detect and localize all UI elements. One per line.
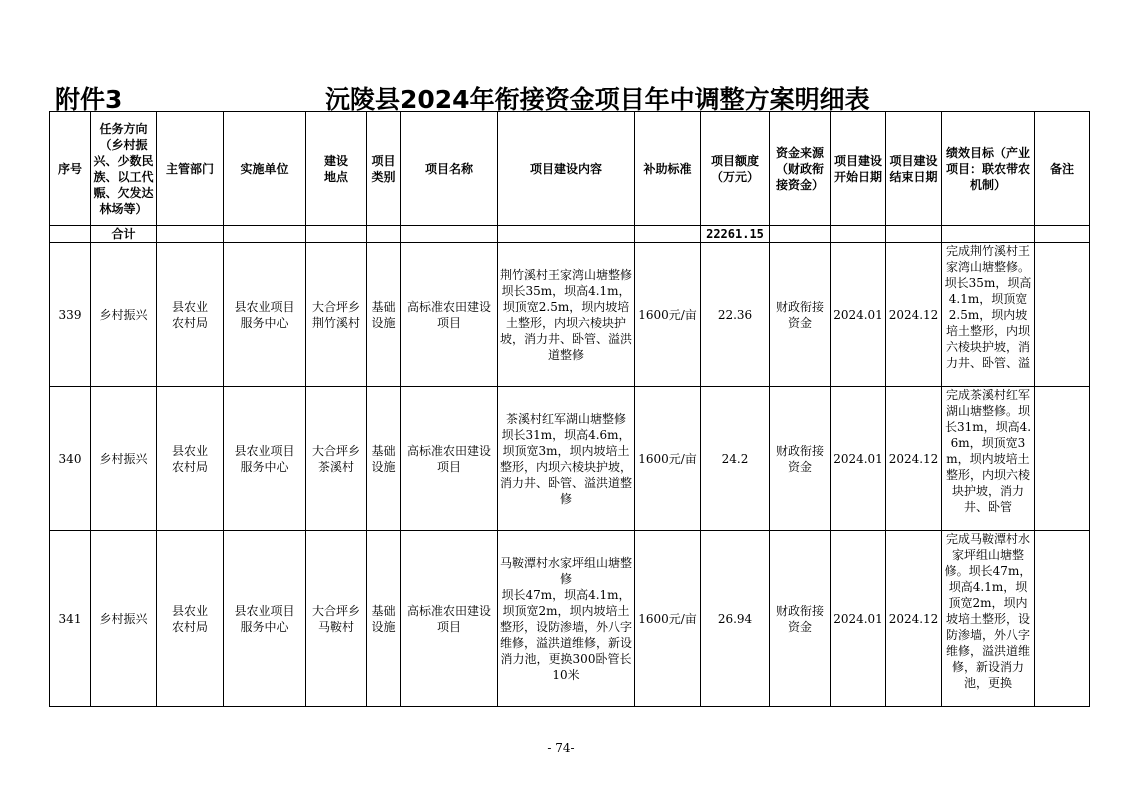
cell-location: 大合坪乡茶溪村: [306, 387, 367, 531]
cell-department: 县农业农村局: [157, 387, 224, 531]
header-seq: 序号: [50, 112, 91, 226]
cell-location: 大合坪乡马鞍村: [306, 531, 367, 707]
header-category: 项目类别: [367, 112, 401, 226]
cell-remark: [1035, 387, 1090, 531]
cell-fund-source: 财政衔接资金: [770, 243, 831, 387]
cell-implementer: 县农业项目服务中心: [224, 243, 306, 387]
cell-seq: 341: [50, 531, 91, 707]
cell-task-direction: 乡村振兴: [91, 387, 157, 531]
total-empty-cell: [50, 226, 91, 243]
cell-content: 茶溪村红军湖山塘整修 坝长31m，坝高4.6m，坝顶宽3m，坝内坡培土整形，内坝六棱块护坡，消力井、卧管、溢洪道整修: [498, 387, 635, 531]
header-implementer: 实施单位: [224, 112, 306, 226]
header-start: 项目建设开始日期: [831, 112, 886, 226]
cell-category: 基础设施: [367, 387, 401, 531]
cell-name: 高标准农田建设项目: [401, 387, 498, 531]
header-task-direction-text: 任务方向（乡村振兴、少数民族、以工代赈、欠发达林场等）: [93, 121, 154, 216]
total-empty-cell: [942, 226, 1035, 243]
cell-category: 基础设施: [367, 531, 401, 707]
cell-end: 2024.12: [886, 531, 942, 707]
cell-start: 2024.01: [831, 531, 886, 707]
total-empty-cell: [367, 226, 401, 243]
total-empty-cell: [157, 226, 224, 243]
cell-task-direction: 乡村振兴: [91, 243, 157, 387]
cell-category: 基础设施: [367, 243, 401, 387]
cell-remark: [1035, 531, 1090, 707]
header-end: 项目建设结束日期: [886, 112, 942, 226]
total-empty-cell: [831, 226, 886, 243]
cell-performance: [942, 387, 1035, 531]
cell-subsidy: 1600元/亩: [635, 387, 701, 531]
total-empty-cell: [498, 226, 635, 243]
cell-seq: 339: [50, 243, 91, 387]
performance-text: 完成马鞍潭村水家坪组山塘整修。坝长47m，坝高4.1m，坝顶宽2m，坝内坡培土整形，设防渗墙，外八字维修，溢洪道维修，新设消力池，更换: [944, 532, 1032, 690]
page-number: - 74-: [547, 741, 575, 755]
table-row: [50, 531, 1090, 707]
cell-start: 2024.01: [831, 387, 886, 531]
cell-implementer: 县农业项目服务中心: [224, 531, 306, 707]
total-empty-cell: [635, 226, 701, 243]
total-amount: 22261.15: [701, 226, 770, 243]
cell-name: 高标准农田建设项目: [401, 243, 498, 387]
cell-task-direction: 乡村振兴: [91, 531, 157, 707]
document-title: 沅陵县2024年衔接资金项目年中调整方案明细表: [325, 85, 870, 114]
cell-fund-source: 财政衔接资金: [770, 387, 831, 531]
performance-text: 完成荆竹溪村王家湾山塘整修。坝长35m，坝高4.1m，坝顶宽2.5m，坝内坡培土整形，内坝六棱块护坡，消力井、卧管、溢: [944, 244, 1032, 370]
header-remark: 备注: [1035, 112, 1090, 226]
header-name: 项目名称: [401, 112, 498, 226]
total-label: 合计: [91, 226, 157, 243]
cell-amount: 22.36: [701, 243, 770, 387]
cell-fund-source: 财政衔接资金: [770, 531, 831, 707]
header-department: 主管部门: [157, 112, 224, 226]
cell-location: 大合坪乡荆竹溪村: [306, 243, 367, 387]
total-empty-cell: [224, 226, 306, 243]
cell-department: 县农业农村局: [157, 531, 224, 707]
cell-performance: [942, 243, 1035, 387]
cell-name: 高标准农田建设项目: [401, 531, 498, 707]
total-empty-cell: [886, 226, 942, 243]
header-content: 项目建设内容: [498, 112, 635, 226]
cell-amount: 26.94: [701, 531, 770, 707]
cell-start: 2024.01: [831, 243, 886, 387]
table-row: [50, 243, 1090, 387]
header-row: [50, 112, 1090, 226]
cell-remark: [1035, 243, 1090, 387]
header-subsidy: 补助标准: [635, 112, 701, 226]
total-row: [50, 226, 1090, 243]
cell-subsidy: 1600元/亩: [635, 243, 701, 387]
header-amount: 项目额度（万元）: [701, 112, 770, 226]
cell-end: 2024.12: [886, 243, 942, 387]
header-task-direction: [91, 112, 157, 226]
cell-implementer: 县农业项目服务中心: [224, 387, 306, 531]
performance-text: 完成茶溪村红军湖山塘整修。坝长31m，坝高4.6m，坝顶宽3m，坝内坡培土整形，内坝六棱块护坡，消力井、卧管: [944, 388, 1032, 514]
cell-amount: 24.2: [701, 387, 770, 531]
attachment-label: 附件3: [55, 85, 123, 114]
project-detail-table: [49, 111, 1090, 707]
total-empty-cell: [401, 226, 498, 243]
cell-end: 2024.12: [886, 387, 942, 531]
total-empty-cell: [770, 226, 831, 243]
header-fund-source: 资金来源（财政衔接资金）: [770, 112, 831, 226]
cell-content: 马鞍潭村水家坪组山塘整修 坝长47m，坝高4.1m，坝顶宽2m，坝内坡培土整形，设防渗墙，外八字维修，溢洪道维修，新设消力池，更换300卧管长10米: [498, 531, 635, 707]
cell-performance: [942, 531, 1035, 707]
header-performance: 绩效目标（产业项目：联农带农机制）: [942, 112, 1035, 226]
total-empty-cell: [306, 226, 367, 243]
cell-subsidy: 1600元/亩: [635, 531, 701, 707]
cell-seq: 340: [50, 387, 91, 531]
header-location: 建设地点: [306, 112, 367, 226]
table-row: [50, 387, 1090, 531]
cell-department: 县农业农村局: [157, 243, 224, 387]
total-empty-cell: [1035, 226, 1090, 243]
cell-content: 荆竹溪村王家湾山塘整修 坝长35m，坝高4.1m，坝顶宽2.5m，坝内坡培土整形，内坝六棱块护坡，消力井、卧管、溢洪道整修: [498, 243, 635, 387]
